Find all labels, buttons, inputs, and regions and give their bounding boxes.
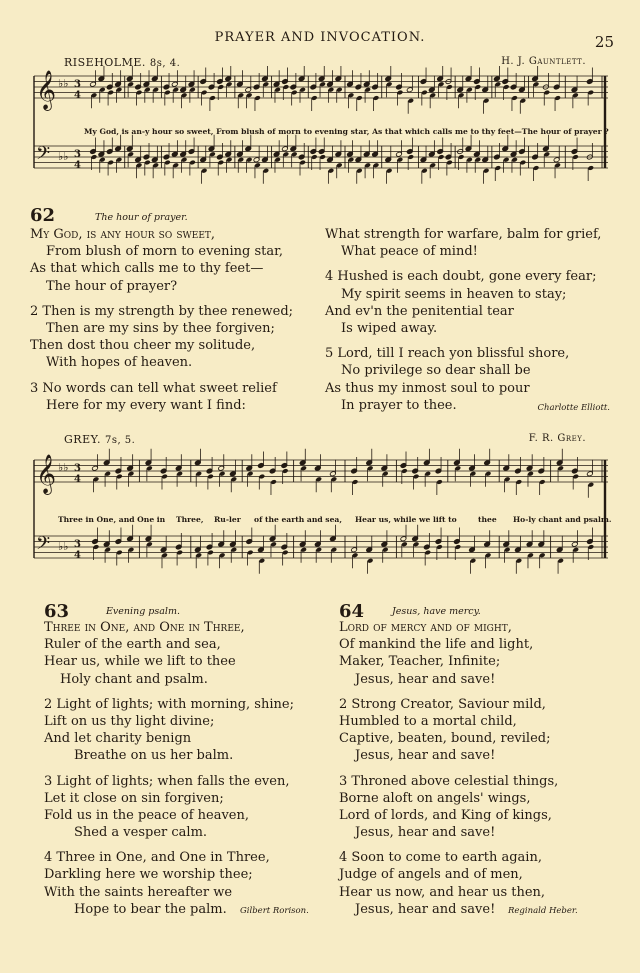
verse-line: From blush of morn to evening star, <box>46 244 284 260</box>
verse-line: In prayer to thee. <box>341 397 457 413</box>
time-signature: 3 <box>74 79 81 90</box>
verse-line: As thus my inmost soul to pour <box>325 380 530 396</box>
time-signature: 3 <box>74 539 81 550</box>
verse-line: The hour of prayer? <box>46 278 178 294</box>
verse-line: Jesus, hear and save! <box>355 825 496 841</box>
verse-line: Hear us now, and hear us then, <box>339 884 546 900</box>
hymn-author: Reginald Heber. <box>508 906 578 916</box>
verse-line: Fold us in the peace of heaven, <box>44 807 250 823</box>
hymn-number: 63 <box>44 601 70 622</box>
time-signature: 4 <box>74 550 81 561</box>
verse-line: Ruler of the earth and sea, <box>44 637 221 653</box>
hymn-64-verses <box>339 619 558 918</box>
treble-clef-icon: 𝄞 <box>36 454 57 494</box>
tune-composer: H. J. Gauntlett. <box>501 56 586 67</box>
verse-line: 2 Light of lights; with morning, shine; <box>44 696 294 712</box>
hymn-63-verses <box>44 619 294 918</box>
verse-line: Of mankind the life and light, <box>339 637 534 653</box>
verse-line: Jesus, hear and save! <box>355 671 496 687</box>
flat-icon: ♭♭ <box>58 539 69 553</box>
verse-line: 3 No words can tell what sweet relief <box>30 380 277 396</box>
time-signature: 4 <box>74 474 81 485</box>
verse-line: Breathe on us her balm. <box>74 748 234 764</box>
flat-icon: ♭♭ <box>58 149 69 163</box>
verse-line: What strength for warfare, balm for grief, <box>325 227 602 242</box>
hymn-62-column-right <box>325 226 601 414</box>
page-number: 25 <box>594 33 614 51</box>
bass-clef-icon: 𝄢 <box>36 143 51 169</box>
verse-line: Lift on us thy light divine; <box>44 713 215 729</box>
hymn-number: 62 <box>30 205 56 226</box>
flat-icon: ♭♭ <box>58 77 69 90</box>
verse-line: And let charity benign <box>44 731 192 747</box>
tune-composer: F. R. Grey. <box>528 433 586 444</box>
verse-line: Captive, beaten, bound, reviled; <box>339 731 551 747</box>
tune-name: GREY. <box>64 433 101 446</box>
verse-line: Holy chant and psalm. <box>60 671 208 687</box>
verse-line: Is wiped away. <box>341 320 438 336</box>
verse-line: 5 Lord, till I reach yon blissful shore, <box>325 346 570 362</box>
verse-line: Maker, Teacher, Infinite; <box>339 654 501 670</box>
hymn-author: Gilbert Rorison. <box>240 906 309 916</box>
verse-line: And ev'n the penitential tear <box>325 303 514 319</box>
bass-clef-icon: 𝄢 <box>36 533 51 559</box>
verse-line: Let it close on sin forgiven; <box>44 790 224 806</box>
verse-line: My God, is any hour so sweet, <box>30 227 216 242</box>
treble-clef-icon: 𝄞 <box>36 70 57 110</box>
verse-line: Judge of angels and of men, <box>339 867 523 883</box>
verse-line: Hope to bear the palm. <box>74 901 227 917</box>
hymn-subtitle: Evening psalm. <box>106 606 180 617</box>
verse-line: As that which calls me to thy feet— <box>30 261 264 277</box>
tune-meter: 7s, 5. <box>104 435 136 446</box>
verse-line: Darkling here we worship thee; <box>44 867 253 883</box>
time-signature: 4 <box>74 90 81 101</box>
verse-line: 2 Then is my strength by thee renewed; <box>30 303 294 319</box>
tune-name: RISEHOLME. <box>64 56 146 69</box>
hymn-author: Charlotte Elliott. <box>537 403 610 413</box>
running-header: PRAYER AND INVOCATION. <box>214 30 426 45</box>
tune-heading-grey <box>64 433 135 446</box>
verse-line: Here for my every want I find: <box>46 397 246 413</box>
verse-line: 4 Hushed is each doubt, gone every fear; <box>325 269 597 285</box>
verse-line: Then dost thou cheer my solitude, <box>30 338 256 354</box>
verse-line: 4 Three in One, and One in Three, <box>44 850 270 866</box>
verse-line: Borne aloft on angels' wings, <box>339 790 531 806</box>
verse-line: 2 Strong Creator, Saviour mild, <box>339 696 546 712</box>
tune-meter: 8s, 4. <box>149 58 181 69</box>
verse-line: 3 Light of lights; when falls the even, <box>44 773 290 789</box>
tune-underlay: My God, is an-y hour so sweet, From blush of morn to evening star, As that which calls me to thy feet—The hour of prayer ? <box>84 127 609 136</box>
time-signature: 3 <box>74 149 81 160</box>
verse-line: 3 Throned above celestial things, <box>339 773 559 789</box>
flat-icon: ♭♭ <box>58 461 69 474</box>
verse-line: With the saints hereafter we <box>44 884 233 900</box>
verse-line: Humbled to a mortal child, <box>339 713 517 729</box>
hymn-subtitle: Jesus, have mercy. <box>392 606 481 617</box>
hymn-subtitle: The hour of prayer. <box>95 212 188 223</box>
verse-line: 4 Soon to come to earth again, <box>339 850 542 866</box>
time-signature: 3 <box>74 463 81 474</box>
hymn-62-column-left <box>30 226 293 414</box>
verse-line: Jesus, hear and save! <box>355 901 496 917</box>
hymn-number: 64 <box>339 601 365 622</box>
verse-line: Jesus, hear and save! <box>355 748 496 764</box>
verse-line: Lord of mercy and of might, <box>339 620 512 635</box>
verse-line: My spirit seems in heaven to stay; <box>341 286 567 302</box>
verse-line: Then are my sins by thee forgiven; <box>46 320 275 336</box>
verse-line: With hopes of heaven. <box>46 355 193 371</box>
time-signature: 4 <box>74 160 81 171</box>
verse-line: Hear us, while we lift to thee <box>44 654 236 670</box>
verse-line: Lord of lords, and King of kings, <box>339 807 552 823</box>
verse-line: Three in One, and One in Three, <box>44 620 245 635</box>
verse-line: What peace of mind! <box>341 244 478 260</box>
verse-line: No privilege so dear shall be <box>341 363 531 379</box>
verse-line: Shed a vesper calm. <box>74 825 208 841</box>
